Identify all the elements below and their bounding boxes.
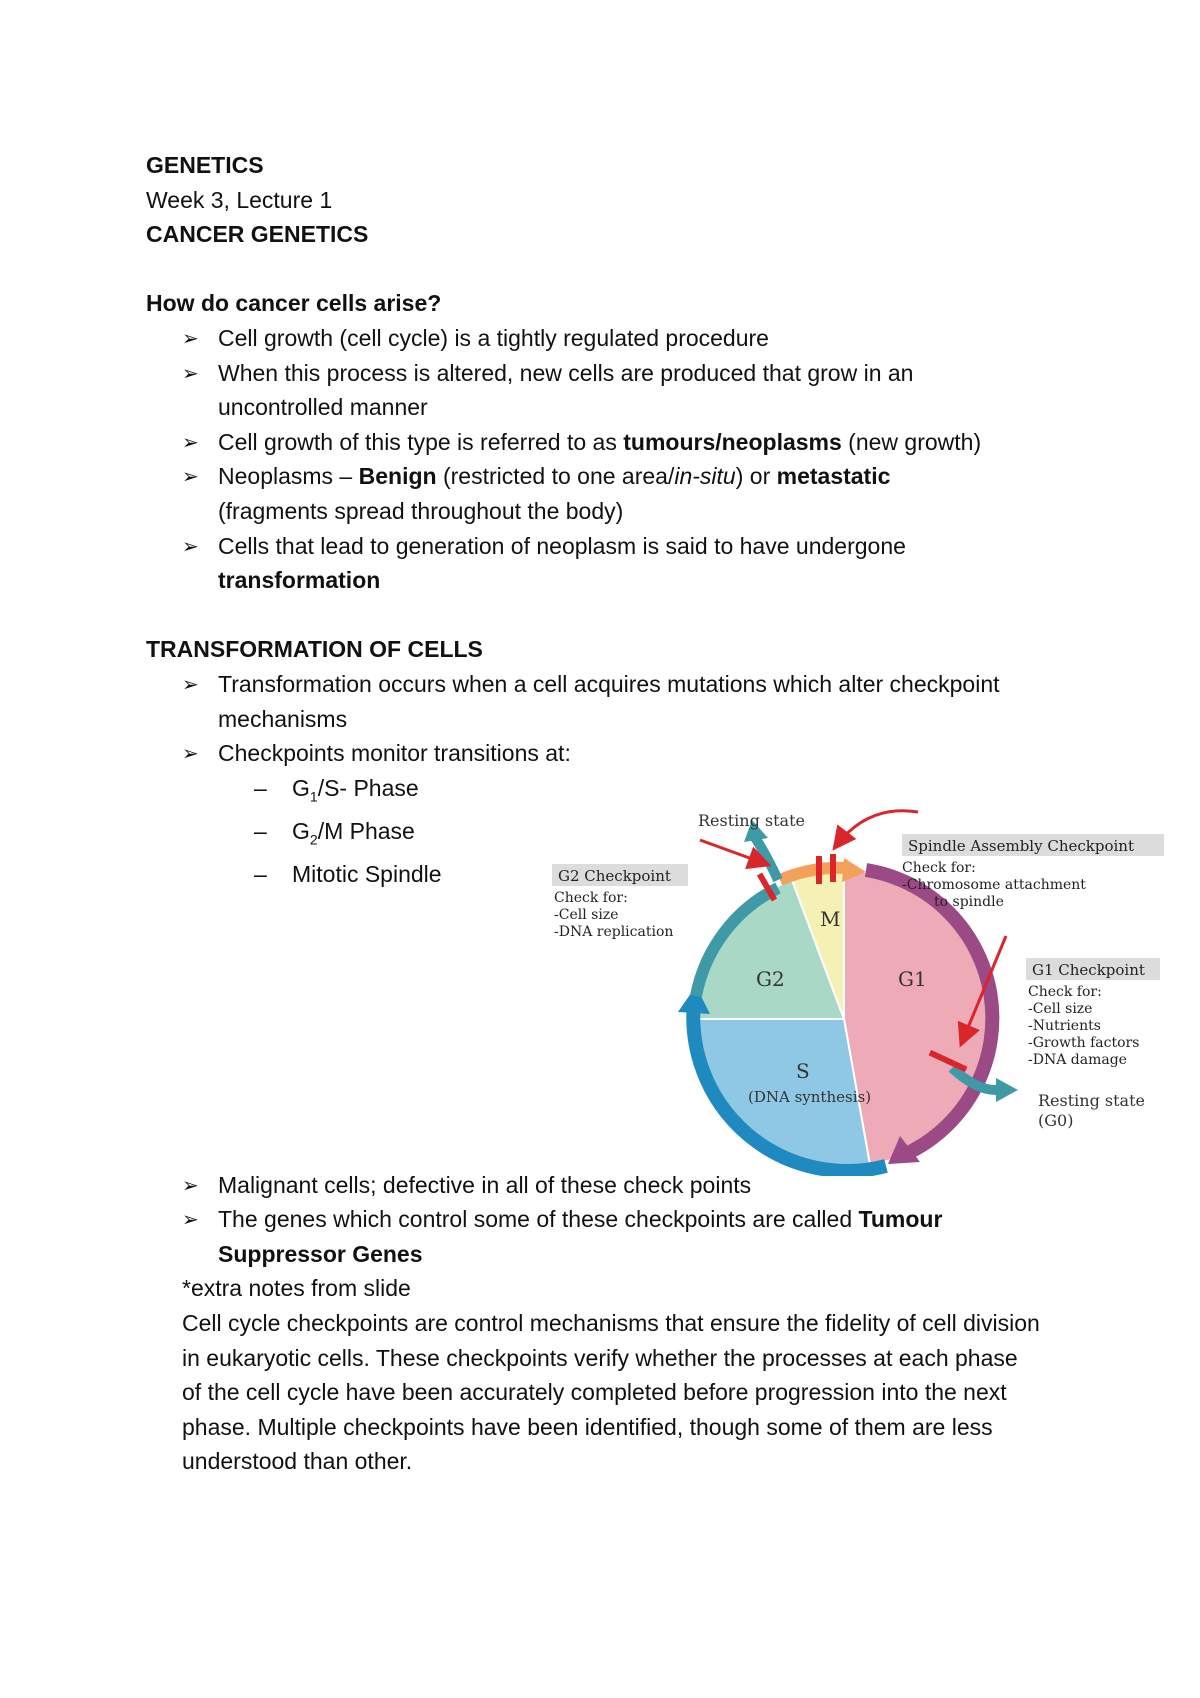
lecture-subtitle: Week 3, Lecture 1 xyxy=(146,186,333,213)
dash-bullet-icon: – xyxy=(254,817,267,844)
sac-check-item: to spindle xyxy=(934,894,1004,910)
sac-title: Spindle Assembly Checkpoint xyxy=(908,837,1134,855)
resting-exit-g0-arrowhead xyxy=(996,1078,1018,1102)
resting-state-g0-label: Resting state xyxy=(1038,1091,1145,1110)
arrow-bullet-icon: ➢ xyxy=(182,533,199,558)
resting-state-g0-sublabel: (G0) xyxy=(1038,1111,1074,1130)
list-item: – $G_1/S-$ Phase xyxy=(254,771,1066,814)
g1-check-item: -Nutrients xyxy=(1028,1018,1101,1034)
list-item: ➢ When this process is altered, new cells are produced that grow in an uncontrolled manner xyxy=(182,356,1018,425)
sac-check-for: Check for: xyxy=(902,860,976,876)
list-item: ➢ Cell growth of this type is referred to as tumours/neoplasms (new growth) xyxy=(182,425,998,460)
arrow-bullet-icon: ➢ xyxy=(182,741,199,766)
g2-check-item: -DNA replication xyxy=(554,924,674,940)
arrow-bullet-icon: ➢ xyxy=(182,429,199,454)
list-item: ➢ The genes which control some of these checkpoints are called Tumour Suppressor Genes xyxy=(182,1202,1018,1271)
list-item: ➢ Transformation occurs when a cell acquires mutations which alter checkpoint mechanisms xyxy=(182,667,1008,736)
arrow-bullet-icon: ➢ xyxy=(182,325,199,350)
dash-bullet-icon: – xyxy=(254,774,267,801)
notes-label: *extra notes from slide xyxy=(182,1275,411,1302)
course-title: GENETICS xyxy=(146,152,264,178)
g1-check-item: -Cell size xyxy=(1028,1001,1093,1017)
list-item: ➢ Cells that lead to generation of neoplasm is said to have undergone transformation xyxy=(182,529,1018,598)
list-item: ➢ Cell growth (cell cycle) is a tightly regulated procedure xyxy=(182,321,1066,356)
g1-checkpoint-title: G1 Checkpoint xyxy=(1032,961,1145,979)
cell-cycle-diagram xyxy=(548,806,1168,1176)
list-item: ➢ Malignant cells; defective in all of these check points xyxy=(182,1168,1066,1203)
section-heading-transformation: TRANSFORMATION OF CELLS xyxy=(146,636,483,663)
phase-g2-label: G2 xyxy=(756,967,785,991)
topic-title: CANCER GENETICS xyxy=(146,221,369,248)
list-item: – $G_2/M$ Phase xyxy=(254,814,1066,857)
arrow-bullet-icon: ➢ xyxy=(182,464,199,489)
g1-check-item: -Growth factors xyxy=(1028,1035,1140,1051)
arrow-bullet-icon: ➢ xyxy=(182,1207,199,1232)
list-item: ➢ Neoplasms – Benign (restricted to one area/in-situ) or metastatic (fragments spread throughout the body) xyxy=(182,459,998,528)
phase-s-label: S xyxy=(796,1059,810,1083)
dash-bullet-icon: – xyxy=(254,861,267,888)
notes-body: Cell cycle checkpoints are control mechanisms that ensure the fidelity of cell division in eukaryotic cells. These checkpoints verify whether the processes at each phase of the cell cycle have been accurately completed before progression into the next phase. Multiple checkpoints have been identified, though some of them are less understood than other. xyxy=(182,1310,1040,1475)
phase-s-sublabel: (DNA synthesis) xyxy=(748,1088,872,1106)
g2-check-for: Check for: xyxy=(554,890,628,906)
section-heading-cancer-cells: How do cancer cells arise? xyxy=(146,290,442,317)
list-item: ➢ Checkpoints monitor transitions at: xyxy=(182,736,1066,771)
arrow-bullet-icon: ➢ xyxy=(182,1172,199,1197)
phase-m-label: M xyxy=(820,907,841,931)
arrow-bullet-icon: ➢ xyxy=(182,360,199,385)
cancer-cells-list xyxy=(146,321,1066,598)
spindle-checkpoint-bar-1 xyxy=(816,856,822,884)
g1-check-item: -DNA damage xyxy=(1028,1052,1127,1068)
g2-check-item: -Cell size xyxy=(554,907,619,923)
extra-notes xyxy=(146,1271,1066,1479)
resting-exit-top xyxy=(754,836,778,880)
g2-checkpoint-title: G2 Checkpoint xyxy=(558,867,671,885)
malignant-list xyxy=(146,1168,1066,1272)
resting-state-top-label: Resting state xyxy=(698,811,805,830)
spindle-checkpoint-bar-2 xyxy=(830,854,836,882)
sac-check-item: -Chromosome attachment xyxy=(902,877,1086,893)
phase-g1-label: G1 xyxy=(898,967,927,991)
list-item: – Mitotic Spindle xyxy=(254,857,1066,892)
transformation-list xyxy=(146,667,1066,771)
g1-check-for: Check for: xyxy=(1028,984,1102,1000)
arrow-bullet-icon: ➢ xyxy=(182,671,199,696)
